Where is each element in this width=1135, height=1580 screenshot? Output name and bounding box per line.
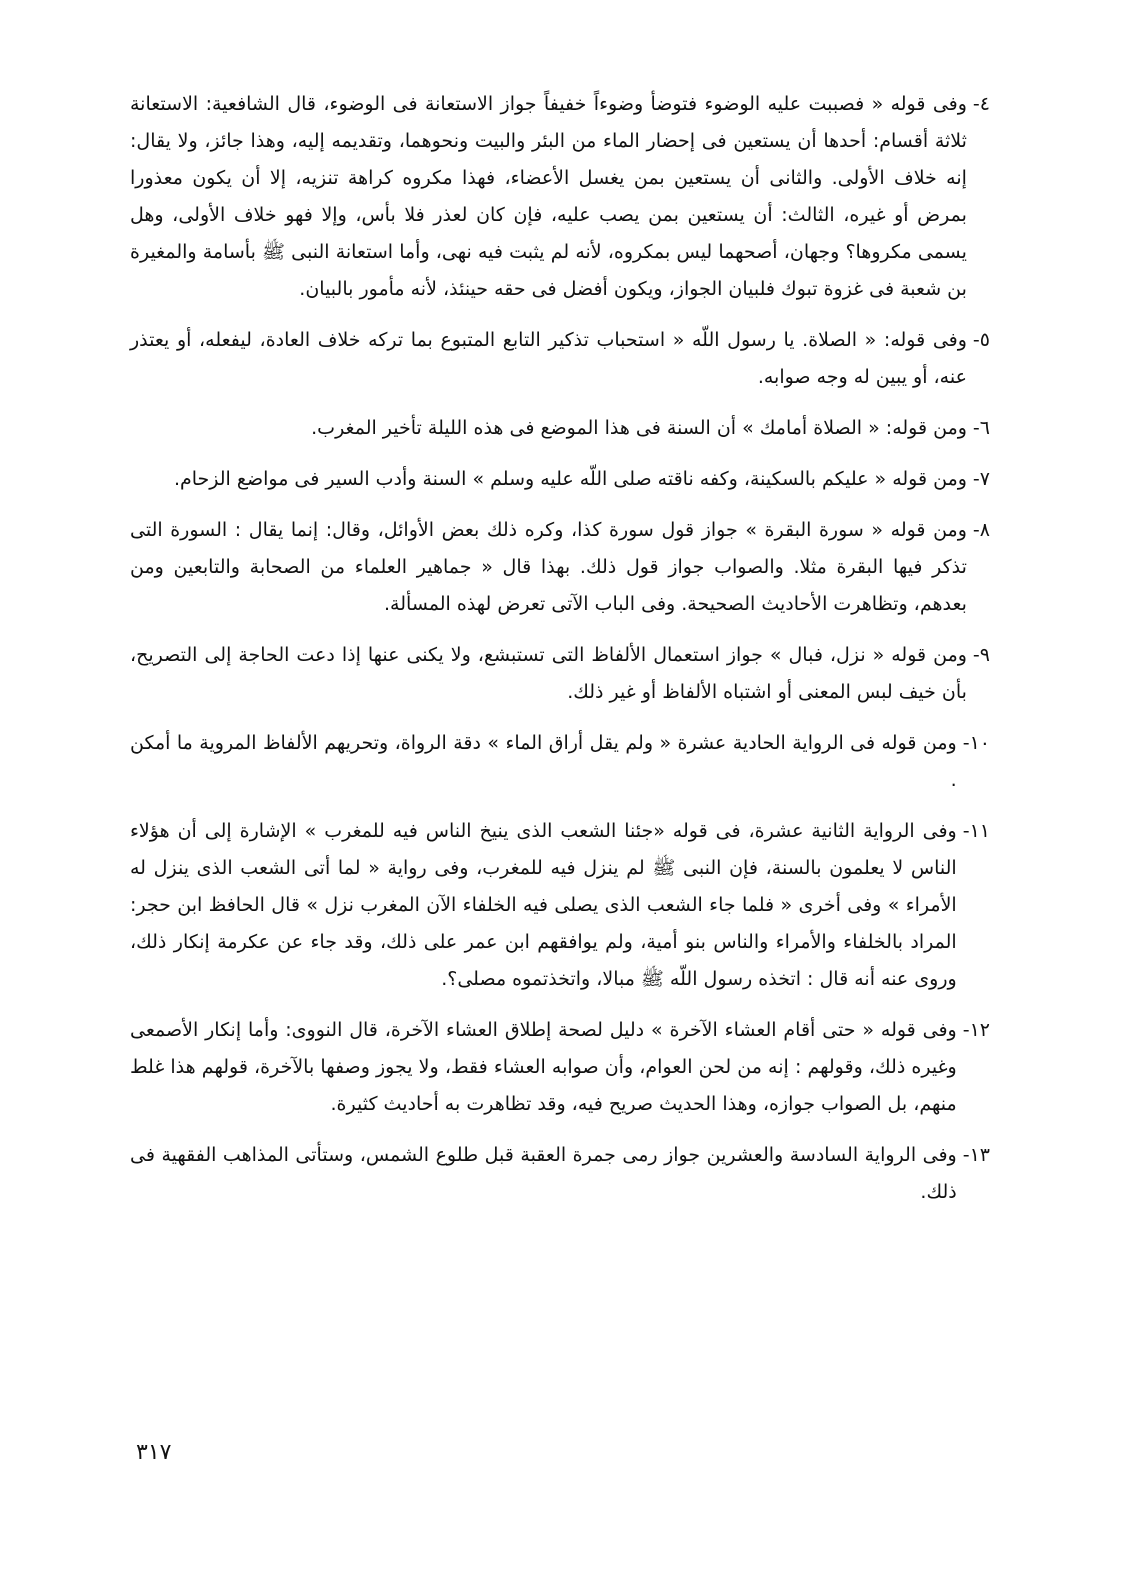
commentary-item-5 — [130, 322, 990, 396]
item-number: ٥- — [972, 329, 990, 351]
item-number: ١٢- — [962, 1019, 990, 1041]
item-number: ٤- — [972, 93, 990, 115]
commentary-item-10 — [130, 725, 990, 799]
item-number: ٨- — [972, 519, 990, 541]
commentary-item-12 — [130, 1012, 990, 1123]
page-number: ٣١٧ — [136, 1440, 172, 1465]
item-text: وفى الرواية الثانية عشرة، فى قوله «جئنا الشعب الذى ينيخ الناس فيه للمغرب » الإشارة إلى أن هؤلاء الناس لا يعلمون بالسنة، فإن النبى ﷺ لم ينزل فيه للمغرب، وفى رواية « لما أتى الشعب الذى ينزل له الأمراء » وفى أخرى « فلما جاء الشعب الذى يصلى فيه الخلفاء الآن المغرب نزل » قال الحافظ ابن حجر: المراد بالخلفاء والأمراء والناس بنو أمية، ولم يوافقهم ابن عمر على ذلك، وقد جاء عن عكرمة إنكار ذلك، وروى عنه أنه قال : اتخذه رسول اللّه ﷺ مبالا، واتخذتموه مصلى؟. — [130, 820, 957, 990]
item-text: ومن قوله فى الرواية الحادية عشرة « ولم يقل أراق الماء » دقة الرواة، وتحريهم الألفاظ المروية ما أمكن . — [130, 732, 957, 791]
commentary-item-4 — [130, 86, 990, 308]
commentary-list — [130, 86, 990, 1225]
item-text: ومن قوله: « الصلاة أمامك » أن السنة فى هذا الموضع فى هذه الليلة تأخير المغرب. — [311, 417, 967, 439]
commentary-item-13 — [130, 1137, 990, 1211]
item-number: ١٠- — [962, 732, 990, 754]
commentary-item-11 — [130, 813, 990, 998]
commentary-item-8 — [130, 512, 990, 623]
item-number: ٧- — [972, 468, 990, 490]
item-number: ١١- — [962, 820, 990, 842]
item-text: وفى قوله: « الصلاة. يا رسول اللّه « استحباب تذكير التابع المتبوع بما تركه خلاف العادة، ليفعله، أو يعتذر عنه، أو يبين له وجه صوابه. — [130, 329, 967, 388]
commentary-item-7 — [130, 461, 990, 498]
commentary-item-9 — [130, 637, 990, 711]
item-text: وفى قوله « فصببت عليه الوضوء فتوضأ وضوءاً خفيفاً جواز الاستعانة فى الوضوء، قال الشافعية: الاستعانة ثلاثة أقسام: أحدها أن يستعين فى إحضار الماء من البئر والبيت ونحوهما، وتقديمه إليه، وهذا جائز، ولا يقال: إنه خلاف الأولى. والثانى أن يستعين بمن يغسل الأعضاء، فهذا مكروه كراهة تنزيه، إلا أن يكون معذورا بمرض أو غيره، الثالث: أن يستعين بمن يصب عليه، فإن كان لعذر فلا بأس، وإلا فهو خلاف الأولى، وهل يسمى مكروها؟ وجهان، أصحهما ليس بمكروه، لأنه لم يثبت فيه نهى، وأما استعانة النبى ﷺ بأسامة والمغيرة بن شعبة فى غزوة تبوك فلبيان الجواز، ويكون أفضل فى حقه حينئذ، لأنه مأمور بالبيان. — [130, 93, 967, 300]
commentary-item-6 — [130, 410, 990, 447]
item-text: ومن قوله « سورة البقرة » جواز قول سورة كذا، وكره ذلك بعض الأوائل، وقال: إنما يقال : السورة التى تذكر فيها البقرة مثلا. والصواب جواز قول ذلك. بهذا قال « جماهير العلماء من الصحابة والتابعين ومن بعدهم، وتظاهرت الأحاديث الصحيحة. وفى الباب الآتى تعرض لهذه المسألة. — [130, 519, 967, 615]
item-number: ١٣- — [962, 1144, 990, 1166]
item-text: ومن قوله « عليكم بالسكينة، وكفه ناقته صلى اللّه عليه وسلم » السنة وأدب السير فى مواضع الزحام. — [173, 468, 967, 490]
item-number: ٩- — [972, 644, 990, 666]
item-text: وفى قوله « حتى أقام العشاء الآخرة » دليل لصحة إطلاق العشاء الآخرة، قال النووى: وأما إنكار الأصمعى وغيره ذلك، وقولهم : إنه من لحن العوام، وأن صوابه العشاء فقط، ولا يجوز وصفها بالآخرة، قولهم هذا غلط منهم، بل الصواب جوازه، وهذا الحديث صريح فيه، وقد تظاهرت به أحاديث كثيرة. — [130, 1019, 957, 1115]
item-text: وفى الرواية السادسة والعشرين جواز رمى جمرة العقبة قبل طلوع الشمس، وستأتى المذاهب الفقهية فى ذلك. — [130, 1144, 957, 1203]
item-text: ومن قوله « نزل، فبال » جواز استعمال الألفاظ التى تستبشع، ولا يكنى عنها إذا دعت الحاجة إلى التصريح، بأن خيف لبس المعنى أو اشتباه الألفاظ أو غير ذلك. — [130, 644, 967, 703]
item-number: ٦- — [972, 417, 990, 439]
